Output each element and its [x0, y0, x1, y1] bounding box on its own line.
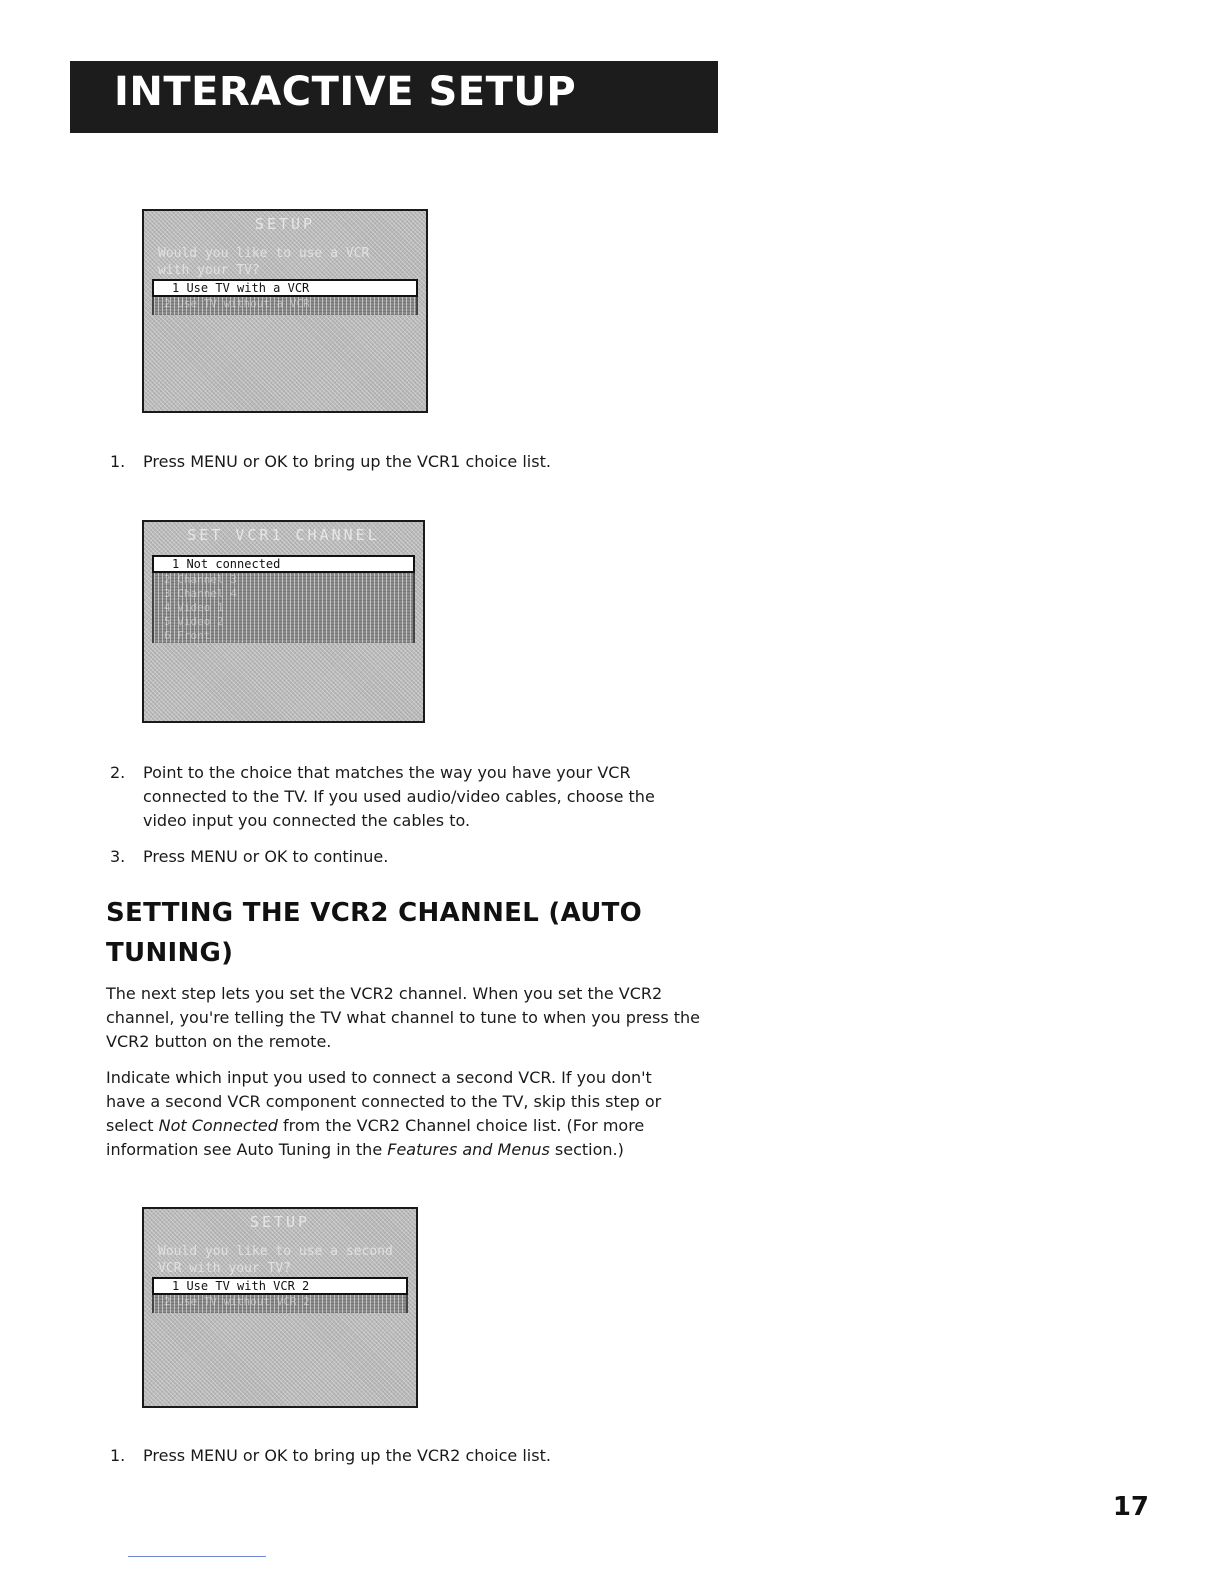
tv-screen-setup-vcr2	[142, 1207, 418, 1408]
screen-option-list	[152, 297, 418, 315]
screen-option-list	[152, 573, 415, 643]
intro-paragraph: The next step lets you set the VCR2 channel. When you set the VCR2 channel, you're telling the TV what channel to tune to when you press the VCR2 button on the remote.	[106, 984, 701, 1051]
step-number: 2.	[110, 763, 126, 782]
step-item	[110, 845, 710, 869]
screen-option: 4 Video 1	[164, 601, 224, 614]
paragraph-text: Indicate which input you used to connect a second VCR. If you don't have a second VCR component connected to the TV, skip this step or select	[106, 1068, 662, 1135]
screen-option: 2 Channel 3	[164, 573, 237, 586]
screen-option: 3 Channel 4	[164, 587, 237, 600]
screen-option: 2 Use TV without a VCR	[164, 297, 310, 310]
step-item	[110, 450, 710, 474]
screen-selected-option: 1 Use TV with a VCR	[152, 279, 418, 297]
step-number: 1.	[110, 452, 126, 471]
page-number: 17	[1112, 1492, 1149, 1522]
screen-title: SETUP	[249, 1213, 311, 1231]
screen-selected-option: 1 Use TV with VCR 2	[152, 1277, 408, 1295]
step-text: Press MENU or OK to bring up the VCR2 choice list.	[143, 1446, 551, 1465]
screen-option: 5 Video 2	[164, 615, 224, 628]
tv-screen-vcr1-channel	[142, 520, 425, 723]
step-text: Point to the choice that matches the way you have your VCR connected to the TV. If you used audio/video cables, choose the video input you connected the cables to.	[143, 763, 655, 830]
section-banner	[70, 61, 718, 133]
screen-option: 6 Front	[164, 629, 211, 642]
step-number: 3.	[110, 847, 126, 866]
step-item	[110, 1444, 710, 1468]
screen-option-list	[152, 1295, 408, 1313]
section-heading: SETTING THE VCR2 CHANNEL (AUTO TUNING)	[106, 898, 643, 968]
paragraph-text: from the VCR2 Channel choice list. (For more information see Auto Tuning in the	[106, 1116, 645, 1159]
step-item	[110, 761, 710, 833]
bottom-rule	[128, 1556, 266, 1557]
banner-title: INTERACTIVE SETUP	[114, 69, 577, 115]
step-text: Press MENU or OK to continue.	[143, 847, 389, 866]
paragraph-text: section.)	[549, 1140, 624, 1159]
emphasis-not-connected: Not Connected	[158, 1116, 278, 1135]
screen-title: SET VCR1 CHANNEL	[187, 526, 380, 544]
step-text: Press MENU or OK to bring up the VCR1 choice list.	[143, 452, 551, 471]
screen-prompt: Would you like to use a VCR with your TV?	[158, 246, 370, 278]
step-number: 1.	[110, 1446, 126, 1465]
instruction-paragraph	[106, 1066, 686, 1162]
emphasis-features-menus: Features and Menus	[387, 1140, 550, 1159]
screen-title: SETUP	[254, 215, 316, 233]
screen-prompt: Would you like to use a second VCR with your TV?	[158, 1244, 393, 1276]
screen-selected-option: 1 Not connected	[152, 555, 415, 573]
screen-option: 2 Use TV without VCR 2	[164, 1295, 310, 1308]
tv-screen-setup-vcr	[142, 209, 428, 413]
